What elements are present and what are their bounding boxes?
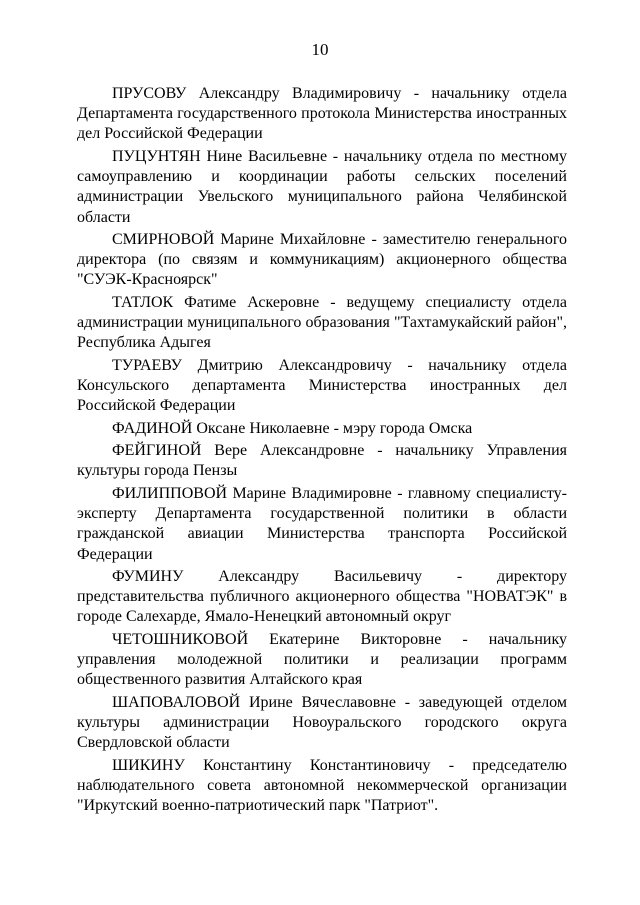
page-number: 10 [311, 40, 329, 59]
list-item-shapovalova: ШАПОВАЛОВОЙ Ирине Вячеславовне - заведующей отделом культуры администрации Новоуральского городского округа Свердловской области [77, 693, 567, 752]
list-item-putsuntyan: ПУЦУНТЯН Нине Васильевне - начальнику отдела по местному самоуправлению и координации работы сельских поселений администрации Увельского муниципального района Челябинской области [77, 147, 567, 226]
list-item-feygina: ФЕЙГИНОЙ Вере Александровне - начальнику Управления культуры города Пензы [77, 442, 567, 480]
list-item-chetoshnikova: ЧЕТОШНИКОВОЙ Екатерине Викторовне - начальнику управления молодежной политики и реализации программ общественного развития Алтайского края [77, 630, 567, 689]
list-item-prusov: ПРУСОВУ Александру Владимировичу - начальнику отдела Департамента государственного протокола Министерства иностранных дел Российской Федерации [77, 85, 567, 143]
list-item-fadina: ФАДИНОЙ Оксане Николаевне - мэру города Омска [112, 419, 473, 437]
list-item-tatlok: ТАТЛОК Фатиме Аскеровне - ведущему специалисту отдела администрации муниципального образования "Тахтамукайский район", Республика Адыгея [77, 293, 567, 352]
list-item-fumin: ФУМИНУ Александру Васильевичу - директору представительства публичного акционерного общества "НОВАТЭК" в городе Салехарде, Ямало-Ненецкий автономный округ [77, 568, 567, 626]
list-item-smirnova: СМИРНОВОЙ Марине Михайловне - заместителю генерального директора (по связям и коммуникациям) акционерного общества "СУЭК-Красноярск" [77, 231, 567, 289]
list-item-filippova: ФИЛИППОВОЙ Марине Владимировне - главному специалисту-эксперту Департамента государственной политики в области гражданской авиации Министерства транспорта Российской Федерации [77, 484, 567, 563]
list-item-turaev: ТУРАЕВУ Дмитрию Александровичу - начальнику отдела Консульского департамента Министерства иностранных дел Российской Федерации [77, 356, 567, 415]
list-item-shikin: ШИКИНУ Константину Константиновичу - председателю наблюдательного совета автономной некоммерческой организации "Иркутский военно-патриотический парк "Патриот". [77, 756, 567, 815]
award-list [77, 84, 567, 819]
